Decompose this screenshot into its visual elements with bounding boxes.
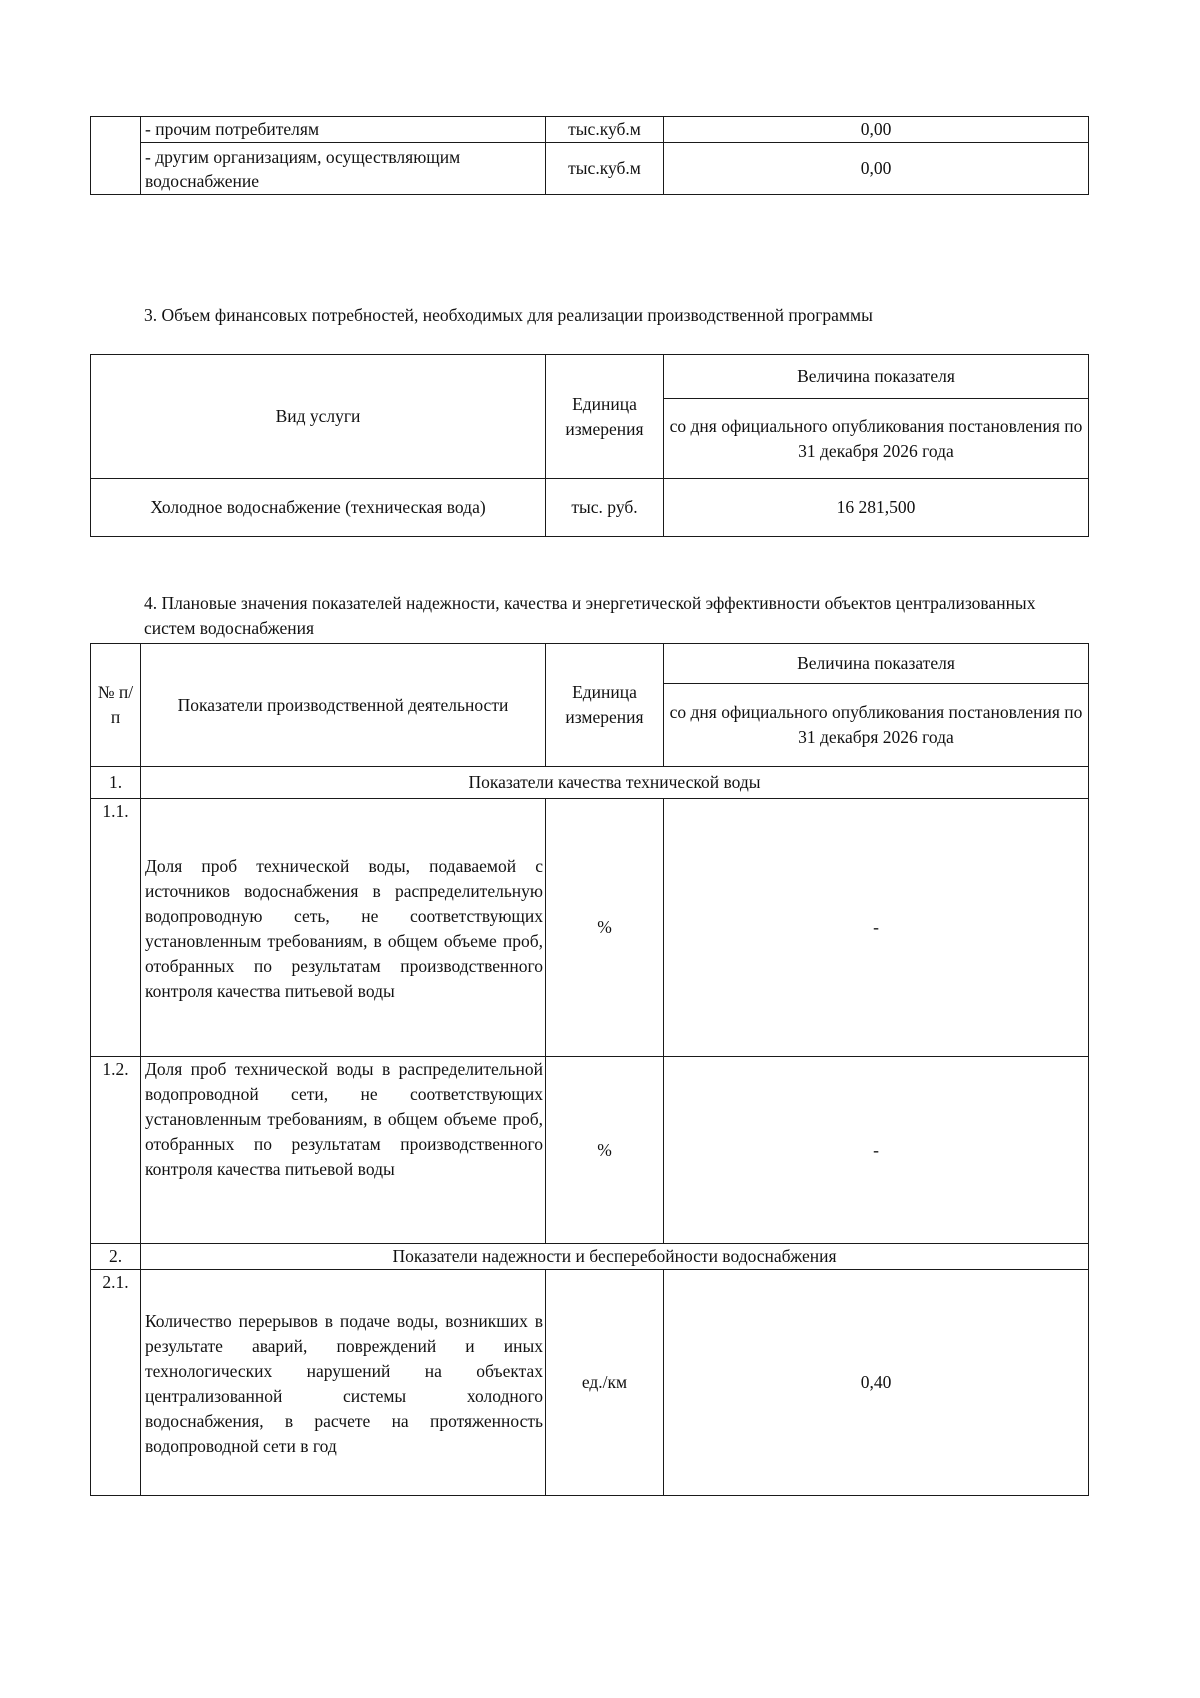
row-indicator-text: Доля проб технической воды, подаваемой с источников водоснабжения в распределительную водопроводную сеть, не соответствующих установленным требованиям, в общем объеме проб, отобранных по результатам производственного контроля качества питьевой воды: [141, 799, 546, 1057]
service-unit: тыс. руб.: [546, 479, 664, 537]
table-volumes-fragment: [90, 116, 1089, 195]
table-group-row: [91, 1244, 1089, 1270]
row-num: 2.1.: [91, 1270, 141, 1496]
row-indicator-text: Количество перерывов в подаче воды, возникших в результате аварий, повреждений и иных технологических нарушений на объектах централизованной системы холодного водоснабжения, в расчете на протяженность водопроводной сети в год: [141, 1270, 546, 1496]
row-label: - прочим потребителям: [141, 117, 546, 143]
table-header-row: [91, 355, 1089, 399]
row-unit: тыс.куб.м: [546, 117, 664, 143]
table-indicators: [90, 643, 1089, 1496]
section-3-heading: 3. Объем финансовых потребностей, необходимых для реализации производственной программы: [144, 305, 873, 325]
table-row: [91, 143, 1089, 195]
table-row: [91, 117, 1089, 143]
col-header-service: Вид услуги: [91, 355, 546, 479]
table-row: [91, 479, 1089, 537]
col-header-period: со дня официального опубликования постановления по 31 декабря 2026 года: [664, 684, 1089, 767]
group-title: Показатели качества технической воды: [141, 767, 1089, 799]
row-value: 0,00: [664, 143, 1089, 195]
table-header-row: [91, 644, 1089, 684]
col-header-period: со дня официального опубликования постановления по 31 декабря 2026 года: [664, 399, 1089, 479]
row-value: -: [664, 799, 1089, 1057]
table-row: [91, 799, 1089, 1057]
section-4-heading: 4. Плановые значения показателей надежности, качества и энергетической эффективности объектов централизованных систем водоснабжения: [144, 593, 1036, 638]
col-header-num: № п/п: [91, 644, 141, 767]
group-num: 2.: [91, 1244, 141, 1270]
row-unit: %: [546, 799, 664, 1057]
table-row: [91, 1270, 1089, 1496]
table-financial-needs: [90, 354, 1089, 537]
table-group-row: [91, 767, 1089, 799]
col-header-value-group: Величина показателя: [664, 355, 1089, 399]
group-title: Показатели надежности и бесперебойности водоснабжения: [141, 1244, 1089, 1270]
col-header-unit: Единица измерения: [546, 355, 664, 479]
row-num: 1.1.: [91, 799, 141, 1057]
table-row: [91, 1057, 1089, 1244]
row-label: - другим организациям, осуществляющим водоснабжение: [141, 143, 546, 195]
col-header-indicator: Показатели производственной деятельности: [141, 644, 546, 767]
row-num: 1.2.: [91, 1057, 141, 1244]
row-indicator-text: Доля проб технической воды в распределительной водопроводной сети, не соответствующих установленным требованиям, в общем объеме проб, отобранных по результатам производственного контроля качества питьевой воды: [141, 1057, 546, 1244]
row-value: -: [664, 1057, 1089, 1244]
service-value: 16 281,500: [664, 479, 1089, 537]
col-header-value-group: Величина показателя: [664, 644, 1089, 684]
row-value: 0,40: [664, 1270, 1089, 1496]
row-unit: тыс.куб.м: [546, 143, 664, 195]
row-unit: %: [546, 1057, 664, 1244]
row-value: 0,00: [664, 117, 1089, 143]
col-header-unit: Единица измерения: [546, 644, 664, 767]
group-num: 1.: [91, 767, 141, 799]
empty-num-cell: [91, 117, 141, 195]
service-name: Холодное водоснабжение (техническая вода): [91, 479, 546, 537]
row-unit: ед./км: [546, 1270, 664, 1496]
